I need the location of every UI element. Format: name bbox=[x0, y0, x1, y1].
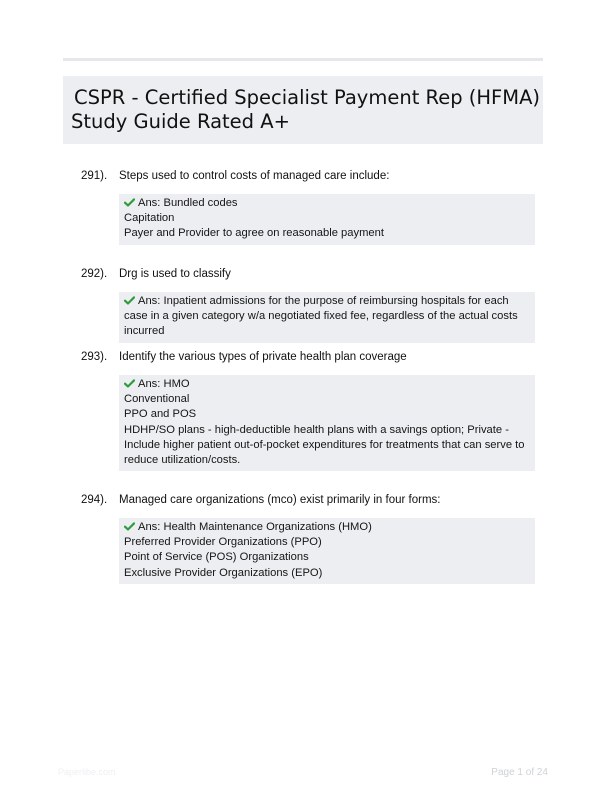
answer-box bbox=[119, 292, 535, 343]
answer-box bbox=[119, 375, 535, 471]
answer-box bbox=[119, 194, 535, 245]
answer-line: Point of Service (POS) Organizations bbox=[124, 551, 309, 564]
answer-line: HDHP/SO plans - high-deductible health plans with a savings option; Private - Include higher patient out-of-pocket expenditures for treatments that can serve to reduce utilization/costs. bbox=[124, 423, 525, 467]
title-banner bbox=[63, 76, 543, 144]
checkmark-icon bbox=[124, 296, 135, 305]
answer-line: Ans: Health Maintenance Organizations (HMO) bbox=[138, 521, 372, 533]
page-title-line-1: CSPR - Certified Specialist Payment Rep (HFMA) bbox=[74, 86, 541, 109]
answer-line: Exclusive Provider Organizations (EPO) bbox=[124, 566, 323, 579]
question-number: 292). bbox=[81, 268, 108, 280]
footer-watermark: Paperlibe.com bbox=[58, 767, 116, 777]
question-text: Identify the various types of private health plan coverage bbox=[119, 351, 407, 363]
question-text: Steps used to control costs of managed care include: bbox=[119, 170, 390, 182]
answer-line: Ans: Inpatient admissions for the purpose of reimbursing hospitals for each case in a given category w/a negotiated fixed fee, regardless of the actual costs incurred bbox=[124, 295, 518, 338]
answer-line: Capitation bbox=[124, 212, 175, 225]
question-item bbox=[81, 169, 541, 245]
answer-line: Ans: Bundled codes bbox=[138, 197, 238, 209]
question-item bbox=[81, 350, 541, 471]
checkmark-icon bbox=[124, 522, 135, 531]
question-text: Managed care organizations (mco) exist primarily in four forms: bbox=[119, 494, 441, 506]
page-title-line-2: Study Guide Rated A+ bbox=[71, 110, 290, 133]
top-divider bbox=[63, 58, 543, 61]
page-number: Page 1 of 24 bbox=[491, 767, 548, 778]
question-number: 291). bbox=[81, 170, 108, 182]
answer-line: Preferred Provider Organizations (PPO) bbox=[124, 536, 322, 549]
checkmark-icon bbox=[124, 198, 135, 207]
answer-line: Payer and Provider to agree on reasonable payment bbox=[124, 227, 384, 240]
answer-line: PPO and POS bbox=[124, 408, 197, 421]
question-number: 293). bbox=[81, 351, 108, 363]
question-text: Drg is used to classify bbox=[119, 268, 231, 280]
question-item bbox=[81, 493, 541, 584]
checkmark-icon bbox=[124, 379, 135, 388]
answer-line: Ans: HMO bbox=[138, 378, 190, 390]
answer-line: Conventional bbox=[124, 393, 190, 406]
answer-box bbox=[119, 518, 535, 584]
question-item bbox=[81, 267, 541, 343]
question-number: 294). bbox=[81, 494, 108, 506]
